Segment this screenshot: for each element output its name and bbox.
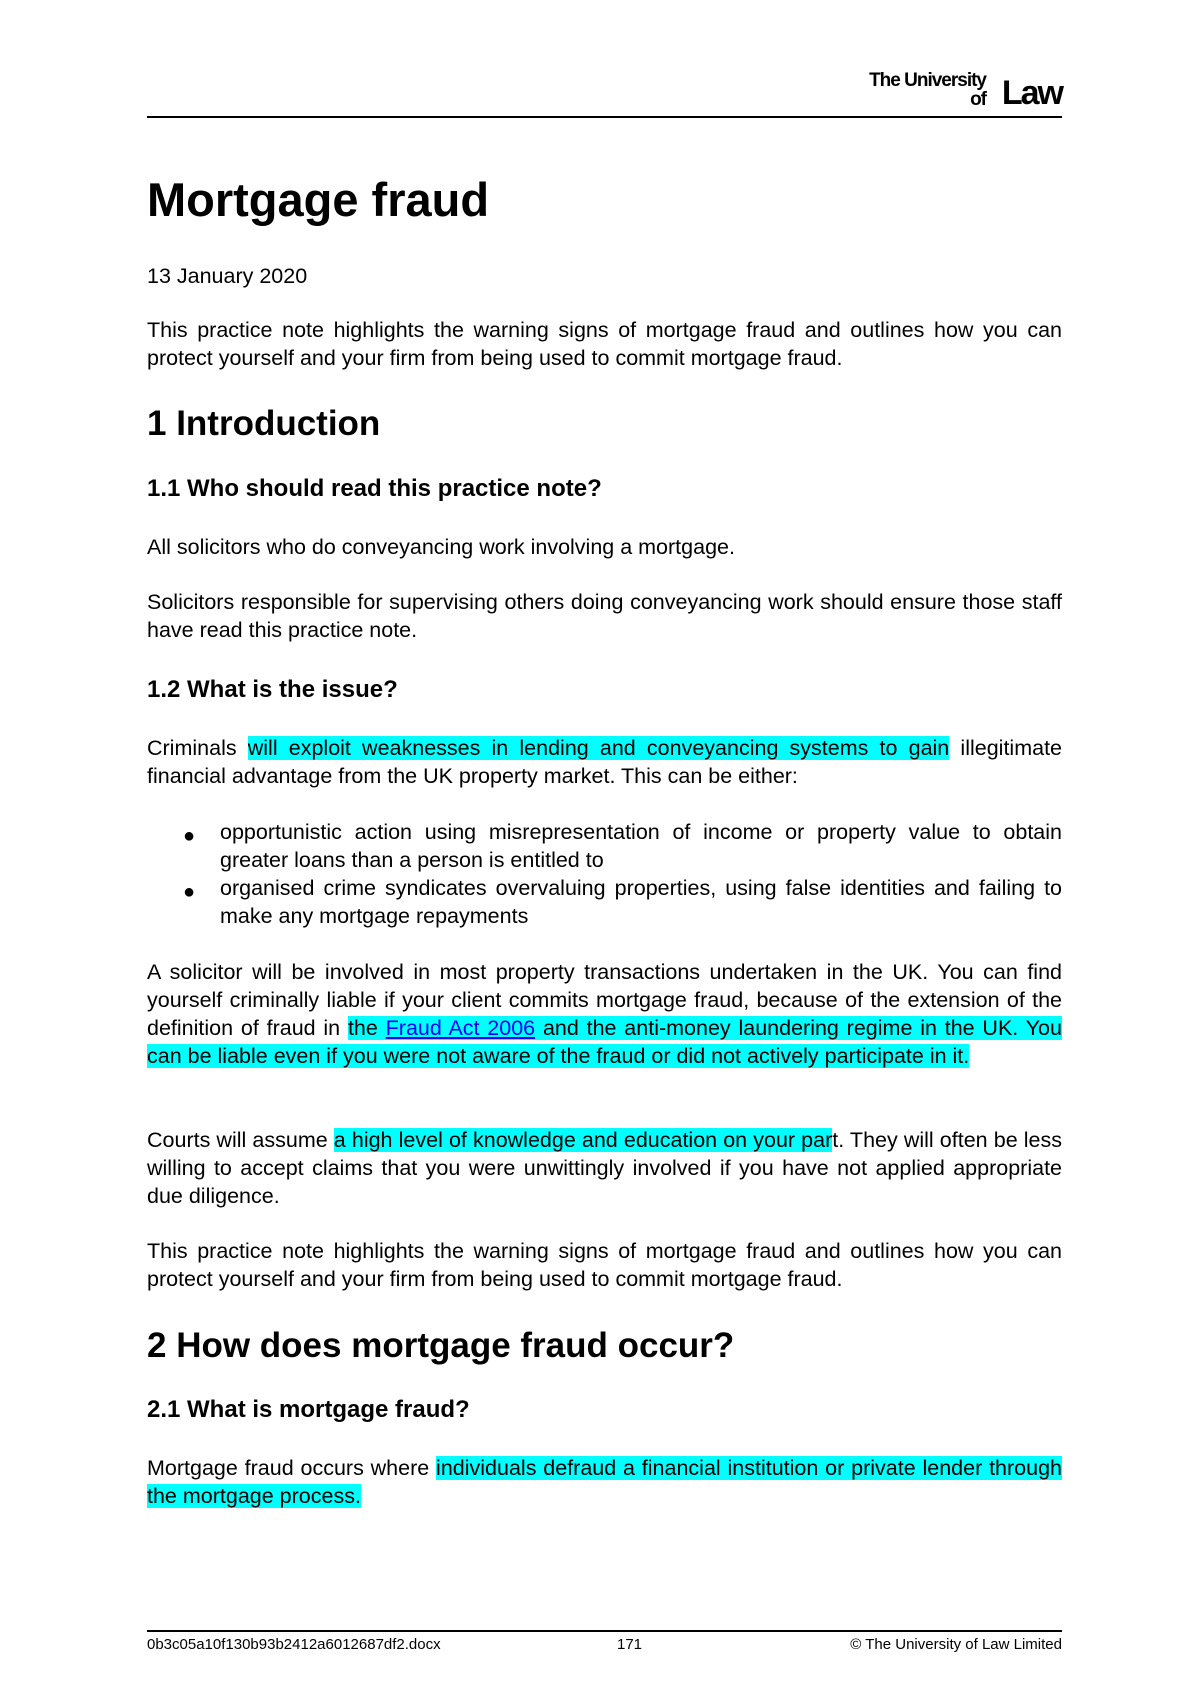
- issue-bullet-list: [147, 818, 1062, 930]
- p3-text-b: t. They will often be less willing to accept claims that you were unwittingly involved if you have not applied appropriate due diligence.: [147, 1128, 1062, 1208]
- document-date: 13 January 2020: [147, 264, 308, 288]
- p1-highlight: will exploit weaknesses in lending and conveyancing systems to gain: [247, 736, 950, 760]
- list-item: [147, 818, 1062, 874]
- p2-highlight-1: the: [347, 1016, 386, 1040]
- section-1-1-heading: 1.1 Who should read this practice note?: [147, 475, 602, 502]
- section-1-2-paragraph-4: This practice note highlights the warning signs of mortgage fraud and outlines how you can protect yourself and your firm from being used to commit mortgage fraud.: [147, 1239, 1062, 1291]
- footer-copyright: © The University of Law Limited: [850, 1636, 1062, 1653]
- section-2-heading: 2 How does mortgage fraud occur?: [147, 1326, 735, 1365]
- bullet-text: organised crime syndicates overvaluing properties, using false identities and failing to make any mortgage repayments: [220, 876, 1062, 928]
- section-1-2-paragraph-2: [147, 958, 1062, 1070]
- fraud-act-link[interactable]: Fraud Act 2006: [385, 1016, 536, 1040]
- footer-rule: [147, 1630, 1062, 1632]
- section-1-2-paragraph-3: [147, 1126, 1062, 1210]
- footer-page-number: 171: [617, 1636, 643, 1653]
- p1-text-b: illegitimate financial advantage from the UK property market. This can be either:: [147, 736, 1063, 788]
- bullet-icon: ●: [183, 825, 196, 847]
- p1-text-a: Criminals: [147, 736, 248, 760]
- p3-text-a: Courts will assume: [147, 1128, 334, 1152]
- footer-filename: 0b3c05a10f130b93b2412a6012687df2.docx: [147, 1636, 441, 1653]
- p2-text-a: A solicitor will be involved in most property transactions undertaken in the UK. You can find yourself criminally liable if your client commits mortgage fraud, because of the extension of the definition of fraud in: [147, 960, 1062, 1040]
- list-item: [147, 874, 1062, 930]
- section-2-1-paragraph-1: [147, 1454, 1062, 1510]
- section-2-1-heading: 2.1 What is mortgage fraud?: [147, 1396, 470, 1423]
- university-logo: [857, 68, 1062, 112]
- section-1-1-paragraph-2: Solicitors responsible for supervising others doing conveyancing work should ensure those staff have read this practice note.: [147, 590, 1062, 642]
- s2-text-a: Mortgage fraud occurs where: [147, 1456, 437, 1480]
- p3-highlight: a high level of knowledge and education on your par: [333, 1128, 833, 1152]
- section-1-heading: 1 Introduction: [147, 404, 381, 443]
- section-1-2-heading: 1.2 What is the issue?: [147, 676, 398, 703]
- page-header: [147, 62, 1062, 118]
- header-rule: [147, 116, 1062, 118]
- page-title: Mortgage fraud: [147, 173, 490, 226]
- logo-line-1: The University: [869, 70, 986, 91]
- document-page: [147, 0, 1062, 1698]
- logo-line-3: Law: [1001, 74, 1062, 112]
- s2-highlight: individuals defraud a financial institution or private lender through the mortgage process.: [147, 1456, 1062, 1508]
- section-1-2-paragraph-1: [147, 734, 1062, 790]
- section-1-1-paragraph-1: All solicitors who do conveyancing work involving a mortgage.: [147, 535, 735, 559]
- bullet-text: opportunistic action using misrepresentation of income or property value to obtain greater loans than a person is entitled to: [220, 820, 1062, 872]
- p2-highlight-2: and the anti-money laundering regime in the UK. You can be liable even if you were not aware of the fraud or did not actively participate in it.: [147, 1016, 1062, 1068]
- bullet-icon: ●: [183, 881, 196, 903]
- logo-line-2: of: [970, 89, 986, 110]
- intro-paragraph: This practice note highlights the warning signs of mortgage fraud and outlines how you can protect yourself and your firm from being used to commit mortgage fraud.: [147, 318, 1062, 370]
